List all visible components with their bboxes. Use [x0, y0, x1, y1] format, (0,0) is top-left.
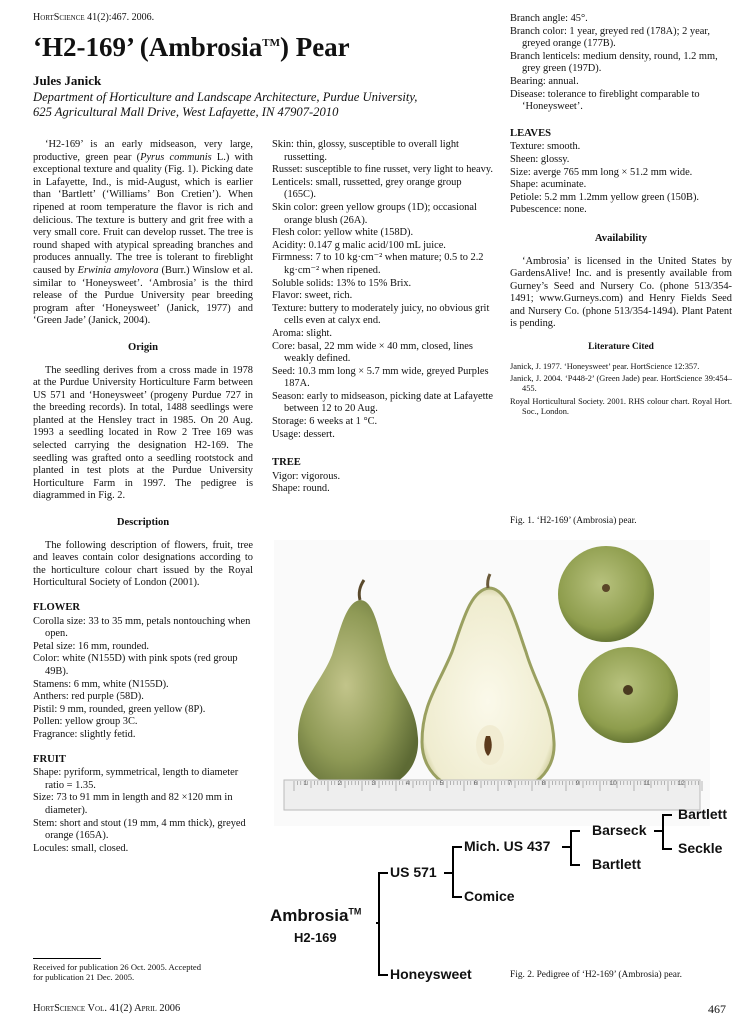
fruit-item: Stem: short and stout (19 mm, 4 mm thick), greyed orange (165A).: [33, 817, 246, 842]
flower-item: Corolla size: 33 to 35 mm, petals nontouching when open.: [33, 615, 251, 640]
ruler-label: 9: [576, 781, 580, 787]
pedigree-h2-169: H2-169: [294, 930, 337, 945]
column-2: [272, 139, 494, 496]
tree-item: Shape: round.: [272, 483, 330, 495]
fig2-caption: Fig. 2. Pedigree of ‘H2-169’ (Ambrosia) pear.: [510, 970, 682, 980]
tree-item: Vigor: vigorous.: [272, 470, 341, 482]
availability-heading: Availability: [594, 232, 648, 244]
flower-item: Color: white (N155D) with pink spots (red group 49B).: [33, 653, 238, 677]
cut-pear-half: [422, 574, 554, 794]
column-3: [510, 13, 732, 420]
running-header: [33, 12, 154, 23]
fruit-heading: FRUIT: [33, 753, 66, 765]
leaves-item: Pubescence: none.: [510, 204, 587, 216]
ruler-labels: [284, 781, 700, 793]
literature-heading: Literature Cited: [588, 342, 654, 353]
leaves-heading: LEAVES: [510, 127, 552, 139]
footer-journal: HortScience: [33, 1003, 86, 1014]
ruler-label: 8: [542, 781, 546, 787]
tree-item: Disease: tolerance to fireblight comparable to ‘Honeysweet’.: [510, 88, 700, 113]
fruit-item: Acidity: 0.147 g malic acid/100 mL juice.: [272, 239, 446, 251]
pedigree-honeysweet: Honeysweet: [390, 966, 472, 982]
ruler-label: 2: [338, 781, 342, 787]
fruit-item: Lenticels: small, russetted, grey orange group (165C).: [272, 176, 462, 201]
tree-heading: TREE: [272, 457, 301, 469]
page-number: 467: [708, 1002, 726, 1016]
leaves-item: Texture: smooth.: [510, 141, 581, 153]
availability-text: ‘Ambrosia’ is licensed in the United States by GardensAlive! Inc. and is presently available from Gurney’s Seed and Nursery Co. (phone 513/354-1491; www.Gurneys.com) and Henry Fields Seed and Nursery Co. (phone 513/354-1494). Plant Patent is pending.: [510, 255, 732, 330]
tree-item: Branch color: 1 year, greyed red (178A); 2 year, greyed orange (177B).: [510, 25, 710, 50]
flower-item: Stamens: 6 mm, white (N155D).: [33, 678, 169, 690]
ruler-label: 4: [406, 781, 410, 787]
fruit-item: Soluble solids: 13% to 15% Brix.: [272, 277, 412, 289]
flower-heading: FLOWER: [33, 602, 81, 613]
pedigree-us571: US 571: [390, 864, 437, 880]
intro-paragraph: ‘H2-169’ is an early midseason, very large, productive, green pear (Pyrus communis L.) with exceptional texture and quality (Fig. 1). Picking date in Lafayette, Ind., is mid-August, which is earlier than ‘Bartlett’ (‘Williams’ Bon Cretien’). When ripened at room temperature the flavor is rich and delicious. The texture is buttery and grit free with a very small core. Fruit can develop russet. The tree is round shaped with atypical spreading branches and produces annually. The tree is tolerant to fireblight caused by Erwinia amylovora (Burr.) Winslow et al. similar to ‘Honeysweet’. ‘Ambrosia’ is the third release of the Purdue University pear breeding program after ‘Honeysweet’ (Janick, 1977) and ‘Green Jade’ (Janick, 2004).: [33, 139, 254, 327]
pedigree-mich-us437: Mich. US 437: [464, 838, 551, 854]
leaves-item: Petiole: 5.2 mm 1.2mm yellow green (150B).: [510, 191, 700, 203]
ruler-label: 6: [474, 781, 478, 787]
pear-bottom-view: [578, 647, 678, 743]
leaves-item: Shape: acuminate.: [510, 179, 587, 191]
whole-pear: [298, 580, 418, 790]
fruit-item: Core: basal, 22 mm wide × 40 mm, closed, lines weakly defined.: [272, 340, 473, 365]
fruit-item: Locules: small, closed.: [33, 842, 129, 854]
running-footer: [33, 1003, 180, 1014]
pedigree-bartlett-lower: Bartlett: [592, 856, 642, 872]
fruit-item: Season: early to midseason, picking date at Lafayette between 12 to 20 Aug.: [272, 390, 494, 415]
flower-item: Anthers: red purple (58D).: [33, 691, 144, 703]
pedigree-comice: Comice: [464, 888, 515, 904]
fruit-item: Skin: thin, glossy, susceptible to overall light russetting.: [272, 139, 459, 163]
reference: Royal Horticultural Society. 2001. RHS colour chart. Royal Hort. Soc., London.: [510, 396, 732, 417]
ruler-label: 5: [440, 781, 444, 787]
flower-item: Fragrance: slightly fetid.: [33, 728, 136, 740]
description-text: The following description of flowers, fruit, tree and leaves contain color designations according to the horticulture colour chart issued by the Royal Horticultural Society of London (2001).: [33, 539, 253, 589]
ruler-label: 1: [304, 781, 308, 787]
pedigree-barseck: Barseck: [592, 822, 647, 838]
footnote-rule: [33, 958, 101, 959]
fruit-item: Skin color: green yellow groups (1D); occasional orange blush (26A).: [272, 201, 477, 226]
ruler-label: 3: [372, 781, 376, 787]
article-title: ‘H2-169’ (Ambrosia™) Pear: [33, 32, 350, 62]
leaves-item: Size: averge 765 mm long × 51.2 mm wide.: [510, 166, 693, 178]
author: Jules Janick: [33, 73, 102, 88]
fruit-item: Storage: 6 weeks at 1 °C.: [272, 416, 378, 428]
reference: Janick, J. 1977. ‘Honeysweet’ pear. HortScience 12:357.: [510, 361, 700, 371]
footer-issue: Vol. 41(2) April 2006: [85, 1003, 181, 1014]
ruler-label: 10: [610, 781, 617, 787]
fruit-item: Aroma: slight.: [272, 327, 333, 339]
flower-item: Petal size: 16 mm, rounded.: [33, 640, 150, 652]
pedigree-bartlett-upper: Bartlett: [678, 806, 728, 822]
fruit-item: Russet: susceptible to fine russet, very light to heavy.: [272, 164, 493, 176]
fruit-item: Seed: 10.3 mm long × 5.7 mm wide, greyed Purples 187A.: [272, 365, 489, 390]
tree-item: Branch angle: 45°.: [510, 13, 588, 24]
flower-list: [33, 616, 253, 742]
header-citation: 41(2):467. 2006.: [84, 12, 155, 23]
flower-item: Pollen: yellow group 3C.: [33, 716, 138, 728]
fig1-caption: Fig. 1. ‘H2-169’ (Ambrosia) pear.: [510, 516, 637, 526]
fruit-list-a: [33, 767, 253, 855]
origin-heading: Origin: [127, 341, 159, 353]
fruit-item: Size: 73 to 91 mm in length and 82 ×120 mm in diameter).: [33, 792, 233, 816]
description-heading: Description: [116, 517, 170, 529]
pedigree-seckle: Seckle: [678, 840, 723, 856]
reference: Janick, J. 2004. ‘P448-2’ (Green Jade) pear. HortScience 39:454–455.: [510, 374, 732, 394]
flower-item: Pistil: 9 mm, rounded, green yellow (8P).: [33, 703, 206, 715]
origin-text: The seedling derives from a cross made in 1978 at the Purdue University Horticulture Farm between US 571 and ‘Honeysweet’ (progeny Purdue 727 in the breeding records). In total, 1488 seedlings were planted at the Hensley tract in 1985. On 20 Aug. 1993 a seedling located in Row 2 Tree 169 was selected carrying the designation H2-169. The seedling was grafted onto a seedling rootstock and planted in test plots at the Purdue University Horticulture Farm in 1997. The pedigree is diagrammed in Fig. 2.: [33, 364, 253, 502]
references: [510, 362, 732, 418]
pear-top-view: [558, 546, 654, 642]
tree-item: Bearing: annual.: [510, 75, 579, 87]
fruit-item: Flavor: sweet, rich.: [272, 290, 353, 302]
footnote: Received for publication 26 Oct. 2005. Accepted for publication 21 Dec. 2005.: [33, 962, 202, 983]
pedigree-diagram: [270, 822, 740, 988]
ruler-label: 12: [678, 781, 685, 787]
tree-item: Branch lenticels: medium density, round, 1.2 mm, grey green (197D).: [510, 50, 718, 75]
fruit-item: Firmness: 7 to 10 kg·cm⁻² when mature; 0.5 to 2.2 kg·cm⁻² when ripened.: [272, 252, 484, 276]
fruit-item: Shape: pyriform, symmetrical, length to diameter ratio = 1.35.: [33, 767, 239, 791]
fruit-item: Usage: dessert.: [272, 428, 335, 440]
ruler-label: 7: [508, 781, 512, 787]
fruit-item: Flesh color: yellow white (158D).: [272, 227, 414, 239]
leaves-item: Sheen: glossy.: [510, 153, 570, 165]
journal-name: HortScience: [33, 12, 85, 23]
pedigree-ambrosia: Ambrosia™: [270, 906, 362, 925]
fruit-item: Texture: buttery to moderately juicy, no obvious grit cells even at calyx end.: [272, 302, 490, 327]
affiliation: Department of Horticulture and Landscape Architecture, Purdue University, 625 Agricultural Mall Drive, West Lafayette, IN 47907-2010: [33, 90, 418, 119]
column-1: [33, 139, 253, 855]
ruler-label: 11: [644, 781, 651, 787]
